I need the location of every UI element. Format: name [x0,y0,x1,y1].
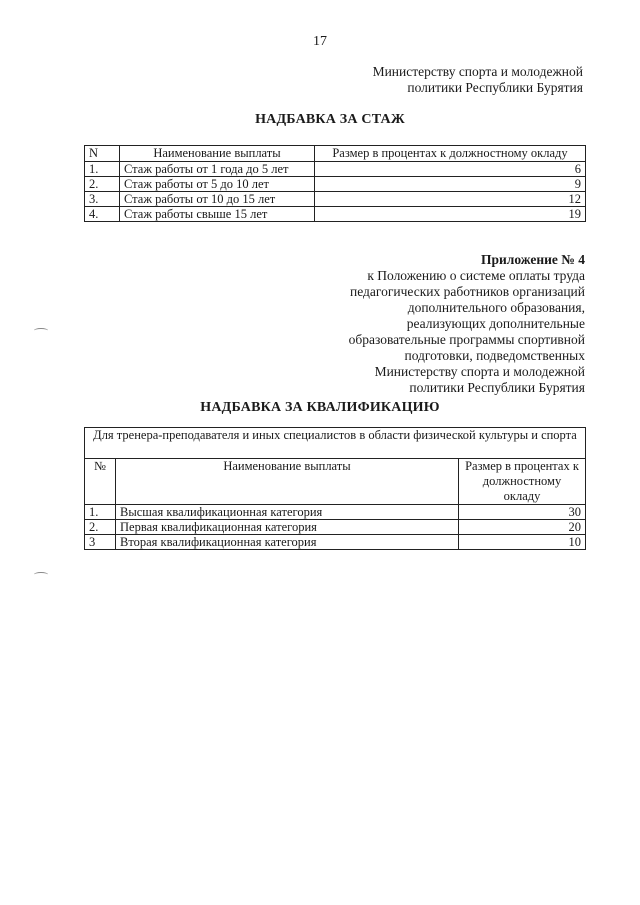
column-header-size: Размер в процентах к должностному окладу [315,146,586,162]
row-value: 20 [459,520,586,535]
appendix-line: реализующих дополнительные [406,316,585,331]
row-value: 9 [315,177,586,192]
row-name: Стаж работы от 5 до 10 лет [120,177,315,192]
appendix-line: педагогических работников организаций [349,284,585,299]
row-number: 1. [85,505,116,520]
row-value: 12 [315,192,586,207]
table-header-row [85,459,586,505]
row-value: 10 [459,535,586,550]
appendix-line: образовательные программы спортивной [348,332,585,347]
table-row [85,177,586,192]
table-span-header-row [85,428,586,459]
column-header-name: Наименование выплаты [120,146,315,162]
row-number: 3 [85,535,116,550]
appendix-line: подготовки, подведомственных [404,348,585,363]
column-header-number: N [85,146,120,162]
row-number: 3. [85,192,120,207]
appendix-title: Приложение № 4 [481,252,585,267]
scan-margin-mark [34,328,48,333]
appendix-line: дополнительного образования, [407,300,585,315]
header-line: Министерству спорта и молодежной [372,64,583,79]
scan-margin-mark [34,572,48,577]
column-header-size: Размер в процентах к должностному окладу [459,459,586,505]
span-header: Для тренера-преподавателя и иных специалистов в области физической культуры и спорта [85,428,586,459]
row-number: 2. [85,177,120,192]
row-name: Стаж работы свыше 15 лет [120,207,315,222]
table-row [85,520,586,535]
row-number: 1. [85,162,120,177]
row-value: 6 [315,162,586,177]
seniority-title: НАДБАВКА ЗА СТАЖ [255,112,405,127]
row-value: 19 [315,207,586,222]
seniority-table [84,145,586,222]
row-number: 4. [85,207,120,222]
row-name: Высшая квалификационная категория [116,505,459,520]
appendix-block [349,252,585,396]
appendix-line: политики Республики Бурятия [409,380,585,395]
row-name: Стаж работы от 10 до 15 лет [120,192,315,207]
row-value: 30 [459,505,586,520]
table-row [85,505,586,520]
header-line: политики Республики Бурятия [407,80,583,95]
table-row [85,162,586,177]
qualification-title: НАДБАВКА ЗА КВАЛИФИКАЦИЮ [200,400,440,415]
qualification-table [84,427,586,550]
column-header-number: № [85,459,116,505]
page-number: 17 [313,34,327,49]
recipient-header [373,64,583,96]
table-row [85,192,586,207]
table-row [85,535,586,550]
column-header-name: Наименование выплаты [116,459,459,505]
appendix-line: к Положению о системе оплаты труда [367,268,585,283]
appendix-line: Министерству спорта и молодежной [374,364,585,379]
row-number: 2. [85,520,116,535]
row-name: Первая квалификационная категория [116,520,459,535]
row-name: Стаж работы от 1 года до 5 лет [120,162,315,177]
table-row [85,207,586,222]
table-header-row [85,146,586,162]
row-name: Вторая квалификационная категория [116,535,459,550]
